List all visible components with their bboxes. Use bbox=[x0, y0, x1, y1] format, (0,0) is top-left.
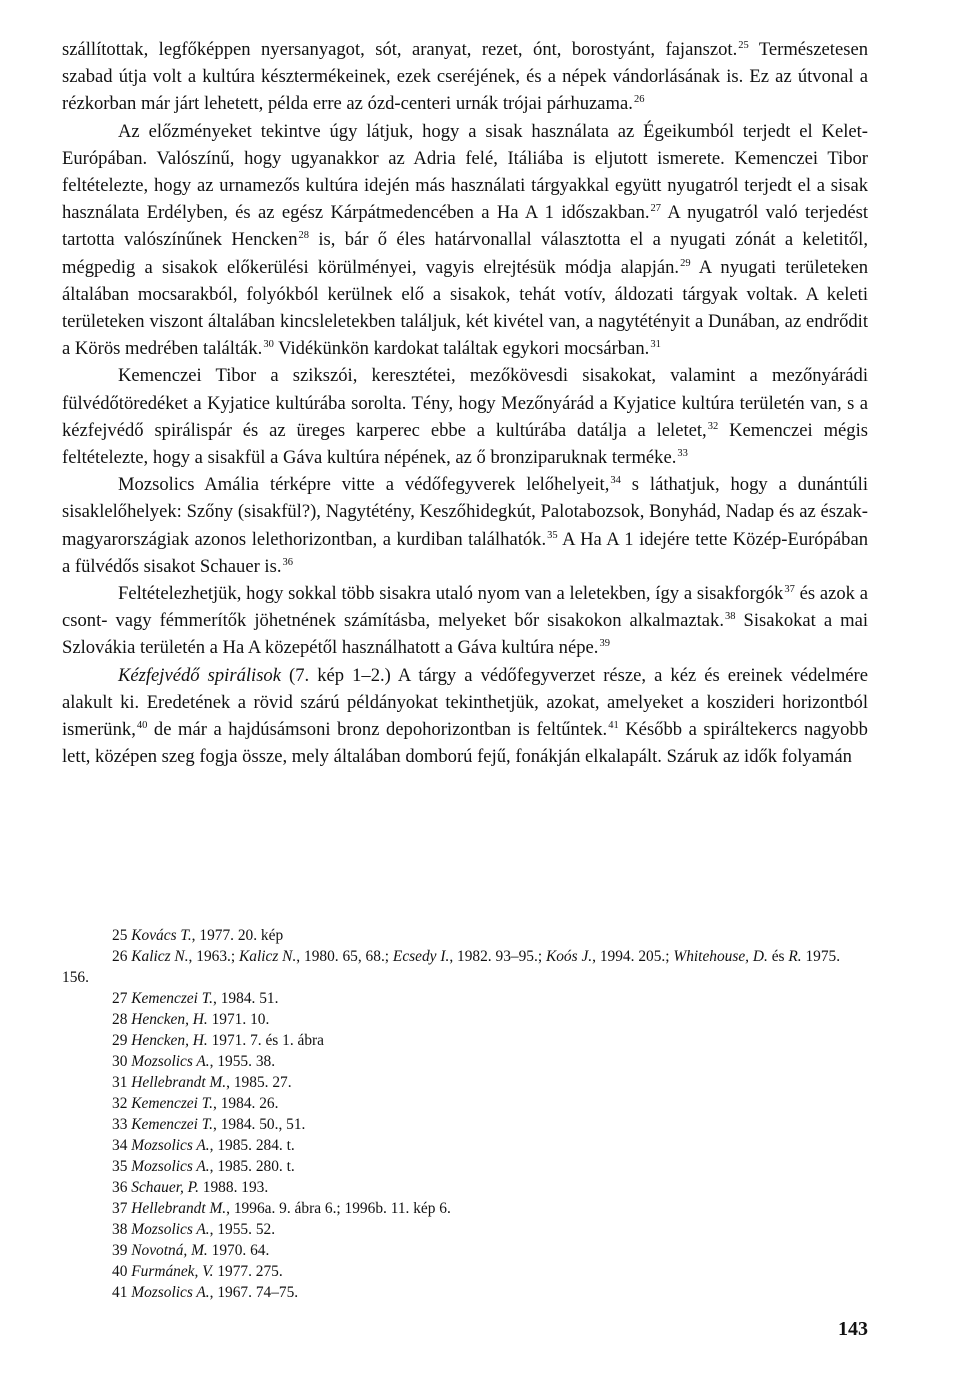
footnote-number: 27 bbox=[112, 990, 128, 1007]
text-run: is, bár ő éles határvonallal választotta el a nyugati zónát a keletitől, mégpedig a sisakok előkerülési körülményei, vagyis elrejtésük módja alapján. bbox=[62, 229, 868, 278]
text-run: Természetesen szabad útja volt a kultúra késztermékeinek, ezek cseréjének, és a népek vándorlásának is. Ez az útvonal a rézkorban már járt lehetett, példa erre az ózd-centeri urnák trójai párhuzama. bbox=[62, 39, 868, 115]
footnote-author: Hencken, H. bbox=[131, 1011, 208, 1028]
footnote-author: Ecsedy I. bbox=[392, 948, 450, 965]
text-run: de már a hajdúsámsoni bronz depohorizontban is feltűntek. bbox=[147, 719, 608, 741]
text-run: Vidékünkön kardokat találtak egykori mocsárban. bbox=[273, 338, 650, 360]
footnote-ref[interactable]: 38 bbox=[725, 611, 736, 623]
paragraph bbox=[62, 471, 868, 580]
footnote bbox=[62, 925, 868, 946]
footnote-text: , 1963.; bbox=[188, 948, 239, 965]
text-run: Kemenczei Tibor a szikszói, keresztétei, mezőkövesdi sisakokat, valamint a mezőnyárádi fülvédőtöredéket a Kyjatice kultúrába sorolta. Tény, hogy Mezőnyárád a Kyjatice kultúra területén van, s a kézfejvédő spirálispár és az üreges karperec ebbe a kultúrába datálja a leletet, bbox=[62, 365, 868, 441]
footnote-ref[interactable]: 40 bbox=[136, 720, 148, 732]
text-run: A nyugatról való terjedést tartotta valószínűnek Hencken bbox=[62, 202, 869, 251]
text-run: és azok a csont- vagy fémmerítők jöhetnének számításba, melyeket bőr sisakokon alkalmaztak. bbox=[62, 583, 868, 632]
footnote-number: 37 bbox=[112, 1200, 128, 1217]
footnote-number: 32 bbox=[112, 1095, 128, 1112]
footnote bbox=[62, 1114, 868, 1135]
paragraph bbox=[62, 662, 868, 771]
footnote-author: Hellebrandt M. bbox=[131, 1074, 227, 1091]
footnote-number: 25 bbox=[112, 927, 128, 944]
footnote-text: 1977. 275. bbox=[213, 1263, 283, 1280]
footnote-author: Mozsolics A. bbox=[131, 1221, 210, 1238]
footnote-number: 30 bbox=[112, 1053, 128, 1070]
paragraph bbox=[62, 580, 868, 662]
footnote-author: Mozsolics A. bbox=[131, 1053, 210, 1070]
footnote-text: , 1980. 65, 68.; bbox=[296, 948, 393, 965]
footnote-ref[interactable]: 34 bbox=[610, 475, 621, 487]
footnote-text: , 1985. 284. t. bbox=[209, 1137, 295, 1154]
footnote-ref[interactable]: 35 bbox=[547, 529, 558, 541]
footnote bbox=[62, 1156, 868, 1177]
footnote bbox=[62, 1051, 868, 1072]
footnote-text: , 1982. 93–95.; bbox=[449, 948, 546, 965]
page-number: 143 bbox=[838, 1318, 868, 1340]
footnote bbox=[62, 1240, 868, 1261]
footnote-ref[interactable]: 33 bbox=[677, 448, 688, 460]
footnote bbox=[62, 1072, 868, 1093]
text-run: s láthatjuk, hogy a dunántúli sisaklelőhelyek: Szőny (sisakfül?), Nagytétény, Keszőhidegkút, Palotabozsok, Bonyhád, Nadap és az észak-magyarországiak azonos lelethorizontban, a kurdiban találhatók. bbox=[62, 474, 868, 550]
main-text bbox=[62, 36, 868, 770]
paragraph bbox=[62, 36, 868, 118]
footnote-text: , 1967. 74–75. bbox=[209, 1284, 299, 1301]
footnote bbox=[62, 1030, 868, 1051]
footnote-number: 31 bbox=[112, 1074, 128, 1091]
footnote-author: Koós J. bbox=[545, 948, 593, 965]
footnote-ref[interactable]: 37 bbox=[784, 584, 795, 596]
footnote-ref[interactable]: 31 bbox=[650, 339, 661, 351]
footnote-author: Mozsolics A. bbox=[131, 1137, 210, 1154]
footnote-text: , 1984. 26. bbox=[213, 1095, 279, 1112]
footnote bbox=[62, 1198, 868, 1219]
footnote-text: , 1985. 27. bbox=[226, 1074, 292, 1091]
footnote-ref[interactable]: 32 bbox=[707, 420, 719, 432]
footnote-ref[interactable]: 25 bbox=[738, 40, 749, 51]
text-run: Mozsolics Amália térképre vitte a védőfegyverek lelőhelyeit, bbox=[118, 474, 610, 496]
footnote-author: Mozsolics A. bbox=[131, 1158, 210, 1175]
footnote bbox=[62, 1009, 868, 1030]
footnote-number: 41 bbox=[112, 1284, 128, 1301]
footnote-number: 40 bbox=[112, 1263, 128, 1280]
footnote-author: Kalicz N. bbox=[239, 948, 297, 965]
footnote-author: Novotná, M. bbox=[131, 1242, 208, 1259]
footnote-author: Kovács T. bbox=[131, 927, 192, 944]
footnotes bbox=[62, 925, 868, 1303]
footnote-author: Kemenczei T. bbox=[131, 1095, 214, 1112]
footnote-ref[interactable]: 28 bbox=[298, 230, 309, 242]
footnote bbox=[62, 946, 868, 988]
text-run: Kemenczei mégis feltételezte, hogy a sisakfül a Gáva kultúra népének, az ő bronziparuknak terméke. bbox=[62, 419, 868, 469]
footnote-text: 1971. 7. és 1. ábra bbox=[207, 1032, 325, 1049]
footnote-author: Kemenczei T. bbox=[131, 1116, 214, 1133]
footnote-number: 34 bbox=[112, 1137, 128, 1154]
text-run: Feltételezhetjük, hogy sokkal több sisakra utaló nyom van a leletekben, így a sisakforgók bbox=[118, 583, 784, 605]
footnote-text: , 1955. 38. bbox=[209, 1053, 276, 1070]
footnote-text: , 1984. 51. bbox=[213, 990, 279, 1007]
footnote-number: 28 bbox=[112, 1011, 128, 1028]
footnote-author: Kemenczei T. bbox=[131, 990, 214, 1007]
text-run: A nyugati területeken általában mocsarakból, folyókból kerülnek elő a sisakok, tehát votív, áldozati tárgyak voltak. A keleti területeken viszont általában kincsleletekben találjuk, két kivétel van, a nagytétényit a Dunában, az endrődit a Körös medrében találták. bbox=[62, 256, 869, 360]
footnote-text: , 1977. 20. kép bbox=[191, 927, 284, 944]
footnote-number: 35 bbox=[112, 1158, 128, 1175]
footnote-number: 38 bbox=[112, 1221, 128, 1238]
footnote-text: , 1984. 50., 51. bbox=[213, 1116, 306, 1133]
footnote-ref[interactable]: 41 bbox=[608, 720, 619, 732]
footnote-author: R. bbox=[788, 948, 802, 965]
footnote-ref[interactable]: 36 bbox=[282, 556, 293, 568]
footnote-text: 1971. 10. bbox=[207, 1011, 270, 1028]
footnote-author: Whitehouse, D. bbox=[673, 948, 768, 965]
footnote-text: , 1994. 205.; bbox=[592, 948, 674, 965]
paragraph bbox=[62, 118, 868, 363]
footnote-author: Kalicz N. bbox=[131, 948, 189, 965]
footnote-text: , 1955. 52. bbox=[209, 1221, 276, 1238]
footnote-text: , 1985. 280. t. bbox=[209, 1158, 295, 1175]
text-run: (7. kép 1–2.) A tárgy a védőfegyverzet része, a kéz és ereinek védelmére alakult ki. Eredetének a rövid szárú példányokat tekinthetjük, azokat, amelyeket a koszideri horizontból ismerünk, bbox=[62, 664, 869, 741]
footnote-ref[interactable]: 30 bbox=[263, 339, 274, 351]
footnote-number: 33 bbox=[112, 1116, 128, 1133]
section-heading-italic: Kézfejvédő spirálisok bbox=[118, 664, 281, 686]
text-run: Az előzményeket tekintve úgy látjuk, hogy a sisak használata az Égeikumból terjedt el Kelet-Európában. Valószínű, hogy ugyanakkor az Adria felé, Itáliába is eljutott ismerete. Kemenczei Tibor feltételezte, hogy az urnamezős kultúra idején más használati tárgyakkal együtt nyugatról terjedt el a sisak használata Erdélyben, és az egész Kárpátmedencében a Ha A 1 időszakban. bbox=[62, 120, 868, 224]
footnote-number: 36 bbox=[112, 1179, 128, 1196]
footnote-number: 29 bbox=[112, 1032, 128, 1049]
footnote-text: 1970. 64. bbox=[207, 1242, 270, 1259]
footnote-ref[interactable]: 26 bbox=[633, 94, 645, 106]
footnote bbox=[62, 1135, 868, 1156]
paragraph bbox=[62, 362, 868, 471]
footnote bbox=[62, 1093, 868, 1114]
footnote bbox=[62, 988, 868, 1009]
text-run: Később a spiráltekercs nagyobb lett, középen szeg fogja össze, mely általában domború fejű, fonákján elkalapált. Száruk az idők folyamán bbox=[62, 719, 868, 768]
footnote-author: Schauer, P. bbox=[131, 1179, 199, 1196]
text-run: A Ha A 1 idejére tette Közép-Európában a fülvédős sisakot Schauer is. bbox=[62, 528, 868, 577]
footnote-text: és bbox=[767, 948, 789, 965]
footnote-ref[interactable]: 27 bbox=[650, 203, 662, 215]
footnote-author: Hellebrandt M. bbox=[131, 1200, 227, 1217]
text-run: szállítottak, legfőképpen nyersanyagot, sót, aranyat, rezet, ónt, borostyánt, fajanszot. bbox=[62, 39, 738, 60]
footnote-number: 26 bbox=[112, 948, 128, 965]
text-run: Sisakokat a mai Szlovákia területén a Ha A közepétől használhatott a Gáva kultúra népe. bbox=[62, 610, 868, 659]
footnote bbox=[62, 1219, 868, 1240]
footnote-number: 39 bbox=[112, 1242, 128, 1259]
footnote-text: 1975. 156. bbox=[62, 948, 841, 986]
footnote bbox=[62, 1282, 868, 1303]
footnote-text: , 1996a. 9. ábra 6.; 1996b. 11. kép 6. bbox=[226, 1200, 451, 1217]
footnote-ref[interactable]: 39 bbox=[599, 638, 610, 650]
footnote-author: Furmánek, V. bbox=[131, 1263, 214, 1280]
footnote bbox=[62, 1177, 868, 1198]
footnote-author: Mozsolics A. bbox=[131, 1284, 210, 1301]
footnote bbox=[62, 1261, 868, 1282]
footnote-ref[interactable]: 29 bbox=[680, 257, 691, 269]
footnote-author: Hencken, H. bbox=[131, 1032, 208, 1049]
footnote-text: 1988. 193. bbox=[198, 1179, 269, 1196]
